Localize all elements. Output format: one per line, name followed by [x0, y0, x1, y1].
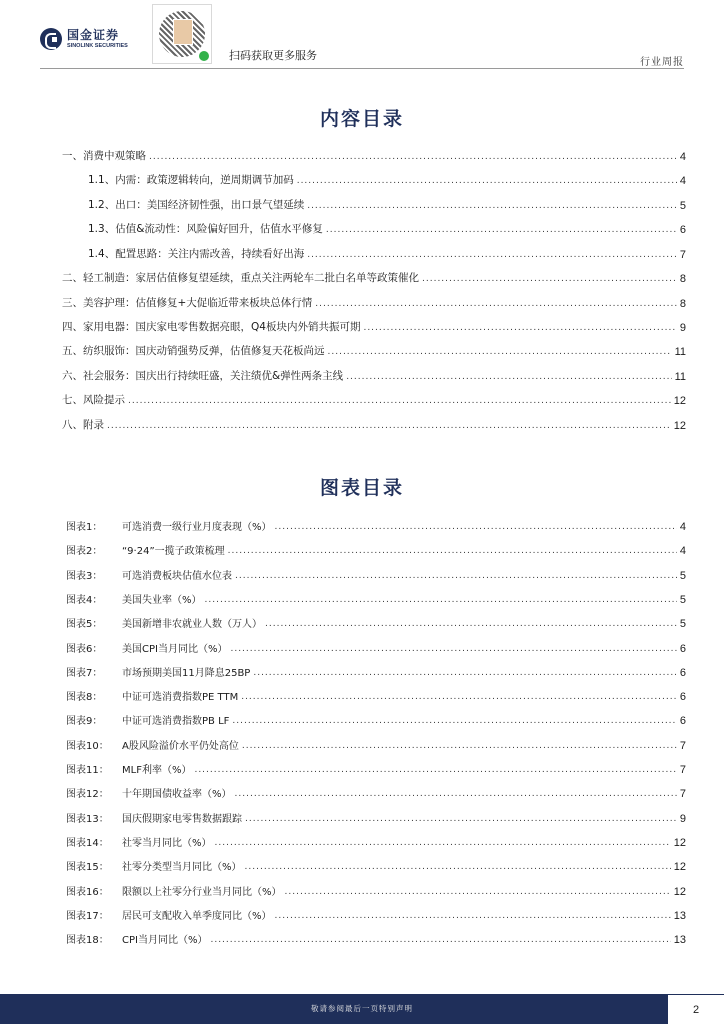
dot-leader — [232, 715, 676, 727]
figures-title: 图表目录 — [319, 477, 404, 499]
toc-entry-page: 5 — [679, 200, 686, 212]
dot-leader — [346, 371, 671, 383]
dot-leader — [422, 273, 677, 285]
figure-entry-page: 7 — [679, 788, 686, 801]
figure-entry[interactable] — [66, 639, 686, 655]
figure-entry-number: 图表11： — [66, 765, 109, 776]
toc-entry[interactable] — [62, 147, 686, 163]
toc-entry-title: 四、家用电器：国庆家电零售数据亮眼，Q4板块内外销共振可期 — [62, 321, 361, 333]
logo-english-name: SINOLINK SECURITIES — [67, 43, 128, 49]
figure-entry[interactable] — [66, 784, 686, 800]
toc-entry-title: 1.2、出口：美国经济韧性强，出口景气望延续 — [88, 199, 305, 211]
dot-leader — [228, 545, 677, 557]
toc-entry-title: 三、美容护理：估值修复+大促临近带来板块总体行情 — [62, 297, 313, 309]
toc-entry-page: 8 — [679, 273, 686, 285]
dot-leader — [315, 298, 677, 310]
figure-entry-page: 7 — [679, 739, 686, 752]
figure-entry-number: 图表8： — [66, 692, 103, 704]
figure-entry-number: 图表1： — [66, 522, 103, 533]
figure-entry-title: 美国新增非农就业人数（万人） — [122, 619, 262, 631]
dot-leader — [307, 249, 677, 261]
dot-leader — [107, 420, 671, 432]
figure-entry-page: 13 — [673, 934, 686, 947]
figure-entry-number: 图表14： — [66, 837, 109, 849]
figure-entry-page: 4 — [679, 521, 686, 533]
figure-entry-page: 6 — [679, 642, 686, 655]
figure-entry[interactable] — [66, 711, 686, 727]
toc-entry[interactable] — [88, 245, 686, 261]
dot-leader — [297, 175, 677, 187]
figure-entry-title: 十年期国债收益率（%） — [122, 789, 232, 801]
dot-leader — [265, 618, 677, 630]
figure-entry-number: 图表10： — [66, 740, 109, 752]
figure-entry-number: 图表4： — [66, 594, 103, 606]
toc-entry-page: 8 — [679, 298, 686, 310]
qr-code-icon — [152, 4, 212, 64]
figure-entry-page: 5 — [679, 569, 686, 582]
figure-entry-title: 美国失业率（%） — [122, 594, 202, 606]
dot-leader — [235, 788, 677, 800]
dot-leader — [307, 200, 677, 212]
figure-entry-title: 限额以上社零分行业当月同比（%） — [122, 886, 282, 898]
figure-entry-page: 12 — [673, 836, 686, 849]
figure-entry-page: 6 — [679, 691, 686, 704]
toc-entry[interactable] — [62, 318, 686, 334]
figure-entry-number: 图表6： — [66, 643, 103, 655]
toc-entry-title: 1.3、估值&流动性：风险偏好回升，估值水平修复 — [88, 223, 323, 235]
toc-entry-title: 一、消费中观策略 — [62, 150, 146, 162]
figure-entry[interactable] — [66, 517, 686, 533]
figure-entry-page: 6 — [679, 666, 686, 679]
header-divider — [40, 68, 684, 69]
figure-entry-title: 社零分类型当月同比（%） — [122, 862, 242, 874]
dot-leader — [275, 521, 677, 533]
toc-entry-page: 11 — [674, 371, 686, 383]
toc-entry-title: 六、社会服务：国庆出行持续旺盛，关注绩优&弹性两条主线 — [62, 370, 344, 382]
figure-entry[interactable] — [66, 663, 686, 679]
qr-caption: 扫码获取更多服务 — [229, 49, 317, 62]
toc-entry[interactable] — [62, 342, 686, 358]
disclaimer-note: 敬请参阅最后一页特别声明 — [311, 1004, 413, 1013]
figure-entry-title: 可选消费板块估值水位表 — [122, 570, 232, 582]
sinolink-logo-mark-icon — [40, 28, 62, 50]
dot-leader — [242, 740, 677, 752]
figure-entry-page: 13 — [673, 909, 686, 922]
report-type-label: 行业周报 — [640, 57, 684, 68]
figure-entry[interactable] — [66, 857, 686, 873]
dot-leader — [230, 643, 676, 655]
dot-leader — [235, 570, 677, 582]
dot-leader — [328, 346, 672, 358]
figure-entry-title: 中证可选消费指数PE TTM — [122, 692, 239, 704]
figure-entry-title: A股风险溢价水平仍处高位 — [122, 740, 239, 752]
dot-leader — [363, 322, 676, 334]
figure-entry[interactable] — [66, 882, 686, 898]
figure-entry-title: CPI当月同比（%） — [122, 935, 208, 947]
logo-chinese-name: 国金证券 — [67, 28, 120, 42]
figure-entry-title: 美国CPI当月同比（%） — [122, 643, 228, 655]
figure-entry-number: 图表16： — [66, 886, 109, 898]
toc-entry[interactable] — [62, 367, 686, 383]
toc-entry[interactable] — [88, 220, 686, 236]
dot-leader — [128, 395, 671, 407]
toc-entry[interactable] — [88, 196, 686, 212]
figure-entry-number: 图表3： — [66, 570, 103, 582]
dot-leader — [253, 667, 677, 679]
dot-leader — [326, 224, 677, 236]
page-number: 2 — [668, 994, 724, 1024]
figure-entry-title: “9·24”一揽子政策梳理 — [122, 546, 225, 558]
dot-leader — [205, 594, 677, 606]
figure-entry-number: 图表7： — [66, 667, 103, 679]
figure-entry-title: 国庆假期家电零售数据跟踪 — [122, 813, 242, 825]
page-header — [0, 0, 724, 70]
figure-entry-title: 社零当月同比（%） — [122, 837, 212, 849]
figure-entry[interactable] — [66, 590, 686, 606]
toc-entry-page: 9 — [679, 322, 686, 334]
dot-leader — [215, 837, 671, 849]
figure-entry-number: 图表5： — [66, 619, 103, 631]
figure-entry-title: 市场预期美国11月降息25BP — [122, 667, 251, 679]
dot-leader — [241, 691, 677, 703]
dot-leader — [194, 764, 676, 776]
toc-entry[interactable] — [88, 171, 686, 187]
figure-entry[interactable] — [66, 906, 686, 922]
figure-entry[interactable] — [66, 541, 686, 557]
figure-entry[interactable] — [66, 614, 686, 630]
figure-entry[interactable] — [66, 930, 686, 946]
wechat-badge-icon — [199, 51, 209, 61]
toc-entry[interactable] — [62, 391, 686, 407]
dot-leader — [245, 861, 671, 873]
toc-entry-page: 4 — [679, 151, 686, 163]
figure-entry-number: 图表15： — [66, 862, 109, 874]
toc-entry-page: 6 — [679, 224, 686, 236]
figure-entry-page: 4 — [679, 545, 686, 558]
figure-entry-title: 居民可支配收入单季度同比（%） — [122, 910, 272, 922]
sinolink-logo — [40, 28, 128, 50]
figure-entry-number: 图表2： — [66, 546, 103, 558]
figure-entry-page: 6 — [679, 715, 686, 728]
toc-entry-page: 12 — [673, 395, 686, 407]
figure-entry-page: 7 — [679, 764, 686, 776]
toc-entry-page: 7 — [679, 249, 686, 261]
toc-entry[interactable] — [62, 294, 686, 310]
toc-entry-title: 五、纺织服饰：国庆动销强势反弹，估值修复天花板尚远 — [62, 345, 325, 357]
toc-entry-title: 二、轻工制造：家居估值修复望延续，重点关注两轮车二批白名单等政策催化 — [62, 272, 419, 284]
figure-entry-number: 图表13： — [66, 813, 109, 825]
page-footer — [0, 994, 724, 1024]
figure-entry-number: 图表12： — [66, 789, 109, 801]
figure-entry[interactable] — [66, 687, 686, 703]
figure-entry[interactable] — [66, 760, 686, 776]
figure-entry-number: 图表17： — [66, 910, 109, 922]
figure-entry[interactable] — [66, 566, 686, 582]
toc-entry[interactable] — [62, 416, 686, 432]
figure-entry-title: 中证可选消费指数PB LF — [122, 716, 230, 728]
figure-entry-title: MLF利率（%） — [122, 765, 192, 776]
dot-leader — [245, 813, 677, 825]
toc-entry-title: 1.4、配置思路：关注内需改善，持续看好出海 — [88, 248, 305, 260]
toc-entry-title: 七、风险提示 — [62, 394, 125, 406]
toc-entry-title: 八、附录 — [62, 419, 104, 431]
toc-entry-title: 1.1、内需：政策逻辑转向，逆周期调节加码 — [88, 174, 294, 186]
toc-entry-page: 11 — [674, 346, 686, 358]
contents-title: 内容目录 — [319, 108, 404, 130]
dot-leader — [275, 910, 671, 922]
figure-entry-page: 12 — [673, 885, 686, 898]
dot-leader — [210, 934, 670, 946]
figure-entry-page: 9 — [679, 812, 686, 825]
figure-entry[interactable] — [66, 809, 686, 825]
dot-leader — [149, 151, 677, 163]
figure-entry-page: 12 — [673, 861, 686, 874]
figure-entry-page: 5 — [679, 593, 686, 606]
figure-entry-number: 图表18： — [66, 935, 109, 947]
figure-entry-number: 图表9： — [66, 716, 103, 728]
toc-entry-page: 12 — [673, 420, 686, 432]
toc-entry-page: 4 — [679, 175, 686, 187]
dot-leader — [285, 886, 671, 898]
toc-entry[interactable] — [62, 269, 686, 285]
figure-entry[interactable] — [66, 833, 686, 849]
figure-entry-page: 5 — [679, 618, 686, 631]
figure-entry[interactable] — [66, 736, 686, 752]
figure-entry-title: 可选消费一级行业月度表现（%） — [122, 522, 272, 533]
